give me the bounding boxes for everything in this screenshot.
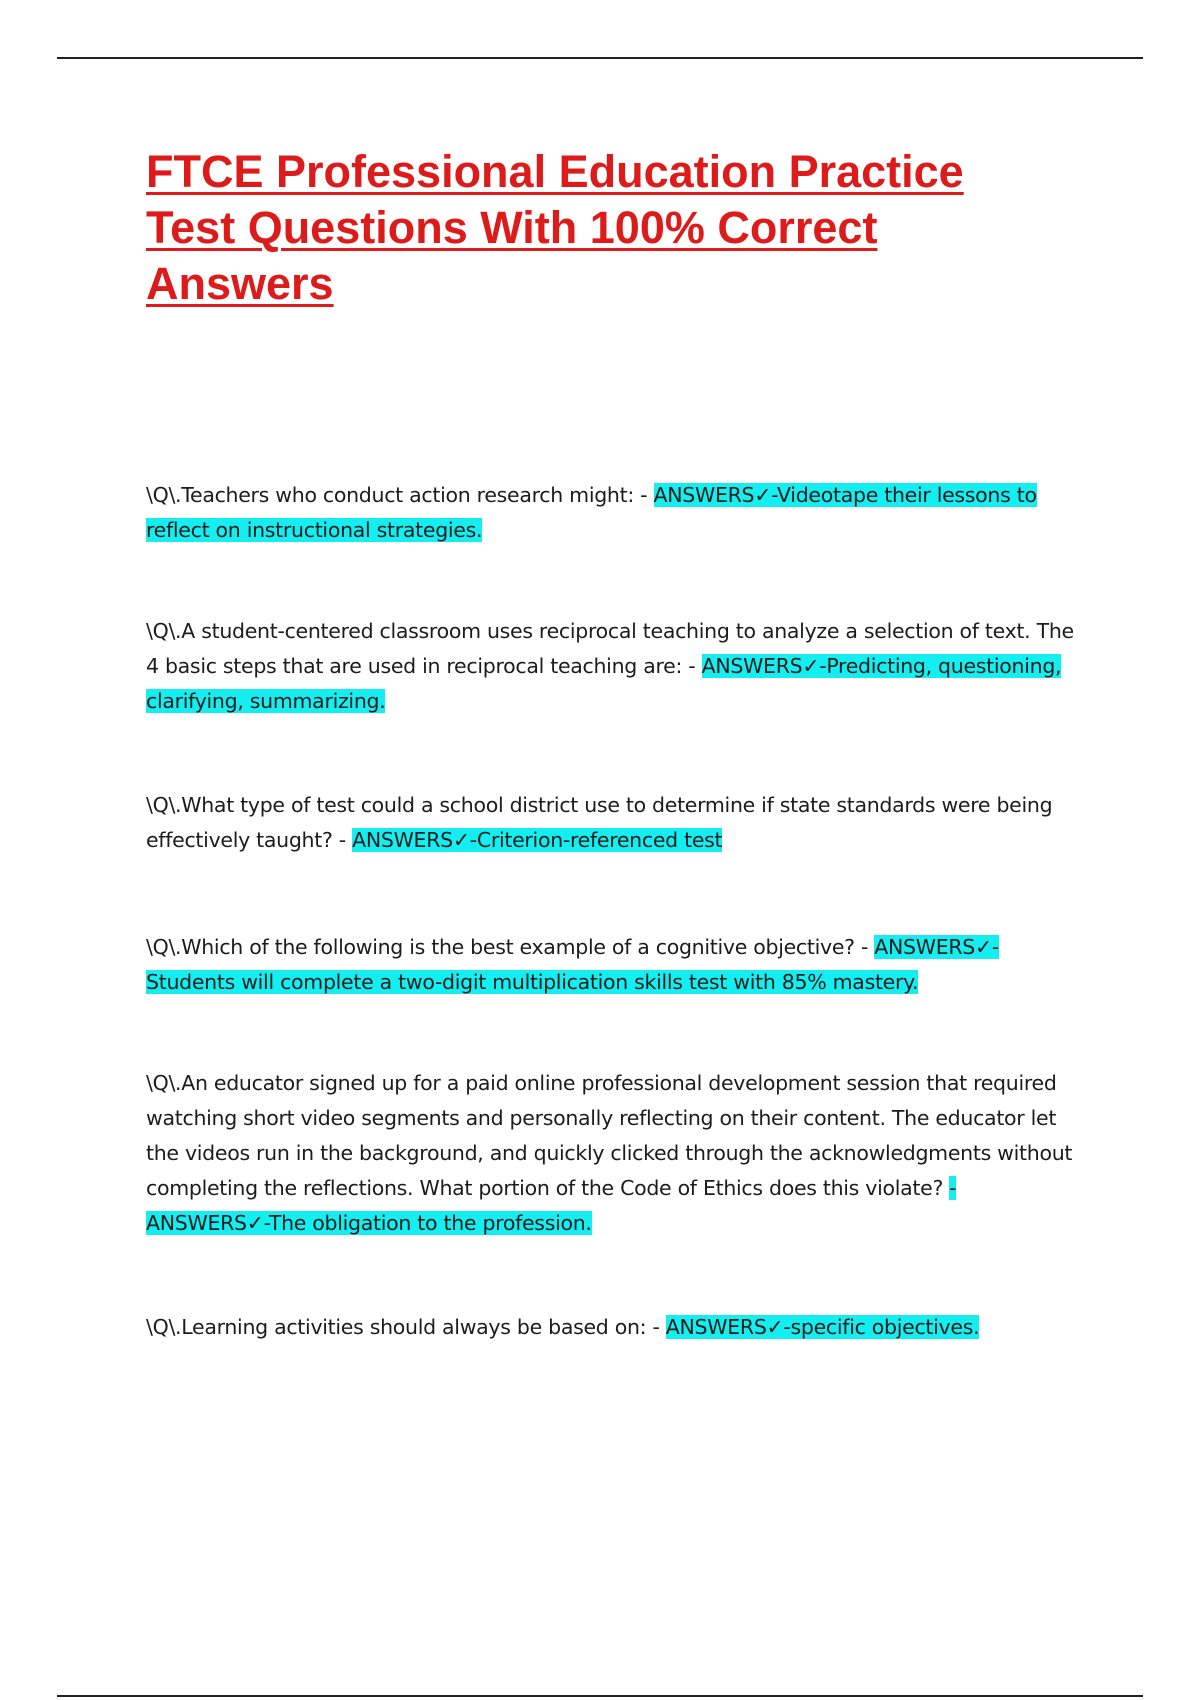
qa-item-3 [146, 788, 1076, 858]
document-title: FTCE Professional Education Practice Test Questions With 100% Correct Answers [146, 146, 964, 309]
qa-item-5 [146, 1066, 1076, 1241]
footer-rule [57, 1695, 1143, 1697]
header-rule [57, 57, 1143, 59]
answer-highlight: ANSWERS✓-specific objectives. [665, 1315, 980, 1339]
answer-highlight: ANSWERS✓-Criterion-referenced test [352, 828, 723, 852]
answer-highlight: ANSWERS✓-Students will complete a two-digit multiplication skills test with 85% mastery. [146, 935, 999, 994]
qa-item-4 [146, 930, 1076, 1000]
question-text: \Q\.A student-centered classroom uses reciprocal teaching to analyze a selection of text. The 4 basic steps that are used in reciprocal teaching are: - [146, 619, 1074, 678]
question-text: \Q\.Which of the following is the best example of a cognitive objective? - [146, 935, 875, 959]
question-text: \Q\.What type of test could a school district use to determine if state standards were being effectively taught? - [146, 793, 1053, 852]
question-text: \Q\.Teachers who conduct action research might: - [146, 483, 654, 507]
answer-highlight: - ANSWERS✓-The obligation to the profession. [146, 1176, 957, 1235]
question-text: \Q\.Learning activities should always be based on: - [146, 1315, 666, 1339]
answer-highlight: ANSWERS✓-Predicting, questioning, clarifying, summarizing. [146, 654, 1062, 713]
qa-item-1 [146, 478, 1076, 548]
question-text: \Q\.An educator signed up for a paid online professional development session that required watching short video segments and personally reflecting on their content. The educator let the videos run in the background, and quickly clicked through the acknowledgments without completing the reflections. What portion of the Code of Ethics does this violate? [146, 1071, 1073, 1200]
qa-item-2 [146, 614, 1076, 719]
qa-item-6 [146, 1310, 1076, 1345]
answer-highlight: ANSWERS✓-Videotape their lessons to reflect on instructional strategies. [146, 483, 1037, 542]
